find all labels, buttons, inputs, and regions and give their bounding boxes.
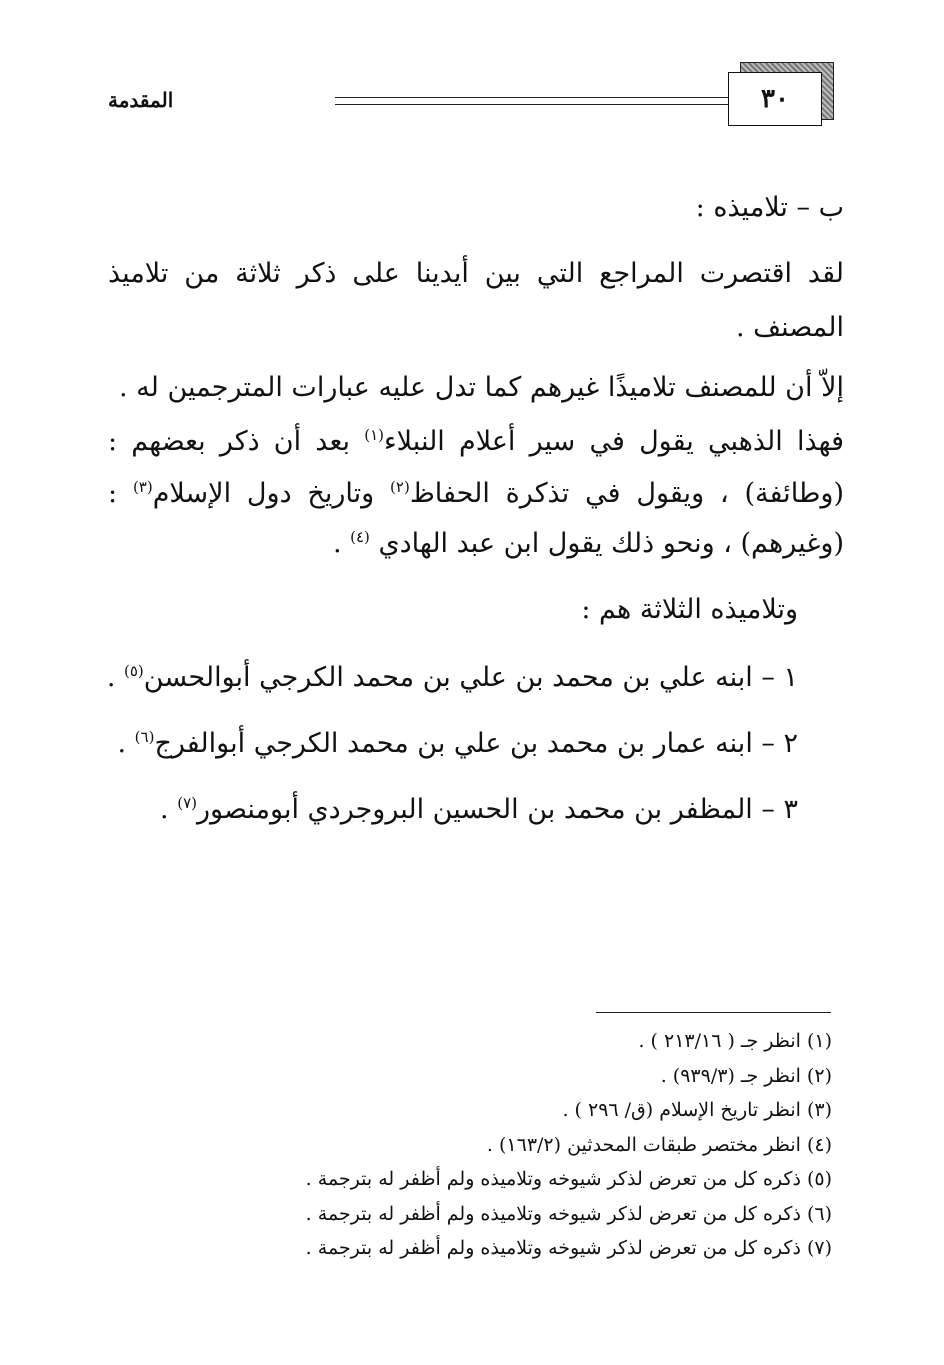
paragraph-2-line-2 (108, 428, 844, 455)
text-segment: : (108, 478, 133, 509)
student-item-2 (117, 730, 798, 757)
text-segment: . (106, 662, 124, 693)
footnote-2: (٢) انظر جـ (٩٣٩/٣) . (660, 1064, 832, 1087)
footnote-1: (١) انظر جـ ( ٢١٣/١٦ ) . (638, 1030, 832, 1052)
section-heading: ب – تلاميذه : (695, 192, 844, 223)
paragraph-1-line-1: لقد اقتصرت المراجع التي بين أيدينا على ذكر ثلاثة من تلاميذ (108, 258, 844, 289)
footnote-7: (٧) ذكره كل من تعرض لذكر شيوخه وتلاميذه ولم أظفر له بترجمة . (305, 1237, 832, 1259)
paragraph-2-line-4 (333, 530, 844, 557)
footnote-ref[interactable]: (١) (364, 426, 384, 444)
paragraph-2-line-3 (108, 480, 844, 507)
footnote-ref[interactable]: (٢) (390, 478, 410, 496)
paragraph-1-line-2: المصنف . (735, 312, 844, 343)
text-segment: وتاريخ دول الإسلام (152, 478, 391, 509)
student-text: ١ – ابنه علي بن محمد بن علي بن محمد الكرجي أبوالحسن (143, 662, 798, 693)
footnote-5: (٥) ذكره كل من تعرض لذكر شيوخه وتلاميذه ولم أظفر له بترجمة . (305, 1168, 832, 1190)
text-segment: (وغيرهم) ، ونحو ذلك يقول ابن عبد الهادي (369, 528, 844, 559)
student-text: ٢ – ابنه عمار بن محمد بن علي بن محمد الكرجي أبوالفرج (154, 728, 798, 759)
student-text: ٣ – المظفر بن محمد بن الحسين البروجردي أبومنصور (196, 794, 798, 825)
running-header-title: المقدمة (108, 88, 174, 112)
footnote-separator (596, 1012, 831, 1013)
footnote-ref[interactable]: (٤) (350, 528, 370, 546)
text-segment: . (332, 528, 351, 559)
header-rule (335, 97, 730, 105)
text-segment: . (117, 728, 135, 759)
text-segment: فهذا الذهبي يقول في سير أعلام النبلاء (383, 426, 844, 457)
footnote-6: (٦) ذكره كل من تعرض لذكر شيوخه وتلاميذه ولم أظفر له بترجمة . (305, 1202, 832, 1225)
text-segment: . (160, 794, 178, 825)
footnote-ref[interactable]: (٣) (132, 478, 153, 496)
footnote-ref[interactable]: (٦) (134, 728, 155, 746)
text-segment: (وطائفة) ، ويقول في تذكرة الحفاظ (409, 478, 844, 509)
footnotes (306, 1030, 832, 1272)
footnote-3: (٣) انظر تاريخ الإسلام (ق/ ٢٩٦ ) . (562, 1099, 832, 1121)
footnote-ref[interactable]: (٧) (177, 794, 197, 812)
footnote-ref[interactable]: (٥) (124, 662, 144, 680)
footnote-4: (٤) انظر مختصر طبقات المحدثين (١٦٣/٢) . (486, 1133, 832, 1156)
list-intro: وتلاميذه الثلاثة هم : (581, 594, 798, 625)
page-number: ٣٠ (728, 72, 822, 126)
text-segment: بعد أن ذكر بعضهم : (108, 426, 365, 457)
student-item-3 (160, 796, 798, 823)
student-item-1 (107, 664, 798, 691)
paragraph-2-line-1: إلاّ أن للمصنف تلاميذًا غيرهم كما تدل عليه عبارات المترجمين له . (119, 372, 844, 403)
